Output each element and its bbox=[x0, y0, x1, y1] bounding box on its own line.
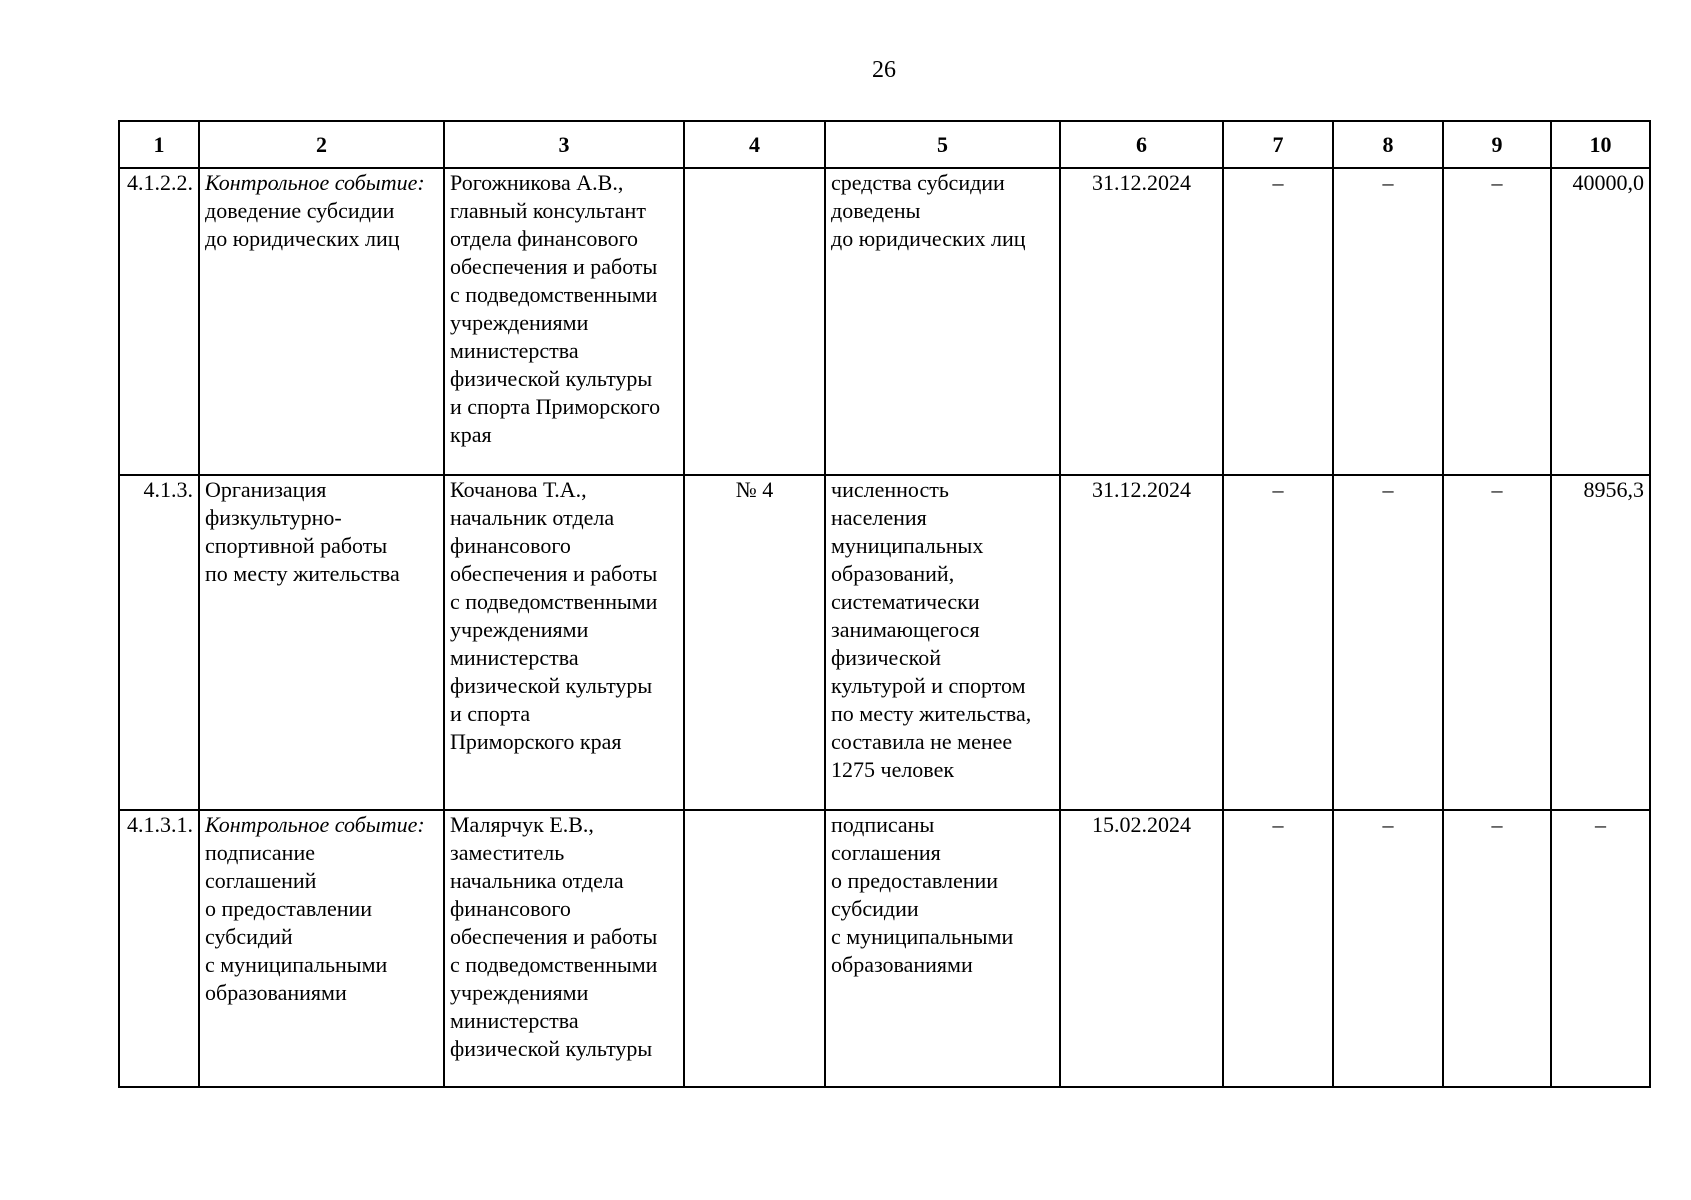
responsible-line: обеспечения и работы bbox=[450, 254, 658, 279]
event-name-line: субсидий bbox=[205, 924, 293, 949]
indicator-cell bbox=[684, 810, 825, 1087]
table-row bbox=[119, 168, 1650, 475]
result-line: составила не менее bbox=[831, 729, 1013, 754]
responsible-line: Приморского края bbox=[450, 729, 622, 754]
responsible-line: с подведомственными bbox=[450, 589, 658, 614]
event-name-line: по месту жительства bbox=[205, 561, 400, 586]
event-name-cell bbox=[199, 475, 444, 810]
amount-cell: 8956,3 bbox=[1551, 475, 1650, 810]
result-line: муниципальных bbox=[831, 533, 984, 558]
result-line: субсидии bbox=[831, 896, 919, 921]
event-name-line: доведение субсидии bbox=[205, 198, 395, 223]
responsible-line: физической культуры bbox=[450, 1036, 653, 1061]
result-cell bbox=[825, 810, 1060, 1087]
responsible-line: финансового bbox=[450, 896, 571, 921]
row-number: 4.1.2.2. bbox=[119, 168, 199, 475]
result-line: 1275 человек bbox=[831, 757, 955, 782]
date-cell: 15.02.2024 bbox=[1060, 810, 1223, 1087]
event-name-line: до юридических лиц bbox=[205, 226, 400, 251]
date-cell: 31.12.2024 bbox=[1060, 168, 1223, 475]
responsible-line: заместитель bbox=[450, 840, 565, 865]
responsible-cell bbox=[444, 168, 684, 475]
row-number: 4.1.3. bbox=[119, 475, 199, 810]
header-cell: 5 bbox=[825, 121, 1060, 168]
header-cell: 6 bbox=[1060, 121, 1223, 168]
event-name-line: с муниципальными bbox=[205, 952, 388, 977]
result-line: численность bbox=[831, 477, 949, 502]
result-line: по месту жительства, bbox=[831, 701, 1032, 726]
col9-cell: – bbox=[1443, 810, 1551, 1087]
row-number: 4.1.3.1. bbox=[119, 810, 199, 1087]
header-row bbox=[119, 121, 1650, 168]
responsible-line: министерства bbox=[450, 645, 579, 670]
date-cell: 31.12.2024 bbox=[1060, 475, 1223, 810]
col7-cell: – bbox=[1223, 475, 1333, 810]
indicator-cell bbox=[684, 168, 825, 475]
responsible-cell bbox=[444, 475, 684, 810]
header-cell: 10 bbox=[1551, 121, 1650, 168]
event-name-line: Организация bbox=[205, 477, 327, 502]
table-row bbox=[119, 475, 1650, 810]
result-line: соглашения bbox=[831, 840, 941, 865]
event-name-line: соглашений bbox=[205, 868, 317, 893]
event-name-line: образованиями bbox=[205, 980, 347, 1005]
result-cell bbox=[825, 475, 1060, 810]
result-line: культурой и спортом bbox=[831, 673, 1026, 698]
col9-cell: – bbox=[1443, 475, 1551, 810]
responsible-line: физической культуры bbox=[450, 673, 653, 698]
indicator-cell: № 4 bbox=[684, 475, 825, 810]
responsible-line: министерства bbox=[450, 1008, 579, 1033]
result-line: населения bbox=[831, 505, 927, 530]
plan-table bbox=[118, 120, 1651, 1088]
page-number: 26 bbox=[872, 57, 896, 83]
col8-cell: – bbox=[1333, 810, 1443, 1087]
event-name-line: спортивной работы bbox=[205, 533, 388, 558]
result-line: до юридических лиц bbox=[831, 226, 1026, 251]
header-cell: 9 bbox=[1443, 121, 1551, 168]
event-name-line: физкультурно- bbox=[205, 505, 342, 530]
responsible-cell bbox=[444, 810, 684, 1087]
result-line: систематически bbox=[831, 589, 980, 614]
responsible-line: Кочанова Т.А., bbox=[450, 477, 587, 502]
col8-cell: – bbox=[1333, 475, 1443, 810]
responsible-line: обеспечения и работы bbox=[450, 924, 658, 949]
result-line: образованиями bbox=[831, 952, 973, 977]
event-name-cell bbox=[199, 168, 444, 475]
responsible-line: Малярчук Е.В., bbox=[450, 812, 594, 837]
amount-cell: – bbox=[1551, 810, 1650, 1087]
result-line: средства субсидии bbox=[831, 170, 1005, 195]
responsible-line: учреждениями bbox=[450, 310, 589, 335]
event-type-label: Контрольное событие: bbox=[205, 170, 425, 195]
result-line: физической bbox=[831, 645, 941, 670]
header-cell: 1 bbox=[119, 121, 199, 168]
responsible-line: главный консультант bbox=[450, 198, 646, 223]
responsible-line: министерства bbox=[450, 338, 579, 363]
header-cell: 7 bbox=[1223, 121, 1333, 168]
responsible-line: физической культуры bbox=[450, 366, 653, 391]
result-line: образований, bbox=[831, 561, 955, 586]
responsible-line: с подведомственными bbox=[450, 282, 658, 307]
responsible-line: начальника отдела bbox=[450, 868, 624, 893]
responsible-line: с подведомственными bbox=[450, 952, 658, 977]
event-name-line: о предоставлении bbox=[205, 896, 373, 921]
result-line: о предоставлении bbox=[831, 868, 999, 893]
amount-cell: 40000,0 bbox=[1551, 168, 1650, 475]
responsible-line: отдела финансового bbox=[450, 226, 639, 251]
table-row bbox=[119, 810, 1650, 1087]
event-name-line: подписание bbox=[205, 840, 315, 865]
responsible-line: учреждениями bbox=[450, 980, 589, 1005]
header-cell: 3 bbox=[444, 121, 684, 168]
header-cell: 2 bbox=[199, 121, 444, 168]
responsible-line: начальник отдела bbox=[450, 505, 615, 530]
responsible-line: края bbox=[450, 422, 492, 447]
responsible-line: Рогожникова А.В., bbox=[450, 170, 624, 195]
responsible-line: и спорта Приморского bbox=[450, 394, 661, 419]
header-cell: 4 bbox=[684, 121, 825, 168]
event-type-label: Контрольное событие: bbox=[205, 812, 425, 837]
responsible-line: финансового bbox=[450, 533, 571, 558]
responsible-line: обеспечения и работы bbox=[450, 561, 658, 586]
col8-cell: – bbox=[1333, 168, 1443, 475]
result-line: подписаны bbox=[831, 812, 935, 837]
col7-cell: – bbox=[1223, 168, 1333, 475]
responsible-line: учреждениями bbox=[450, 617, 589, 642]
result-line: доведены bbox=[831, 198, 921, 223]
col9-cell: – bbox=[1443, 168, 1551, 475]
responsible-line: и спорта bbox=[450, 701, 531, 726]
event-name-cell bbox=[199, 810, 444, 1087]
result-line: с муниципальными bbox=[831, 924, 1014, 949]
col7-cell: – bbox=[1223, 810, 1333, 1087]
result-line: занимающегося bbox=[831, 617, 980, 642]
result-cell bbox=[825, 168, 1060, 475]
header-cell: 8 bbox=[1333, 121, 1443, 168]
